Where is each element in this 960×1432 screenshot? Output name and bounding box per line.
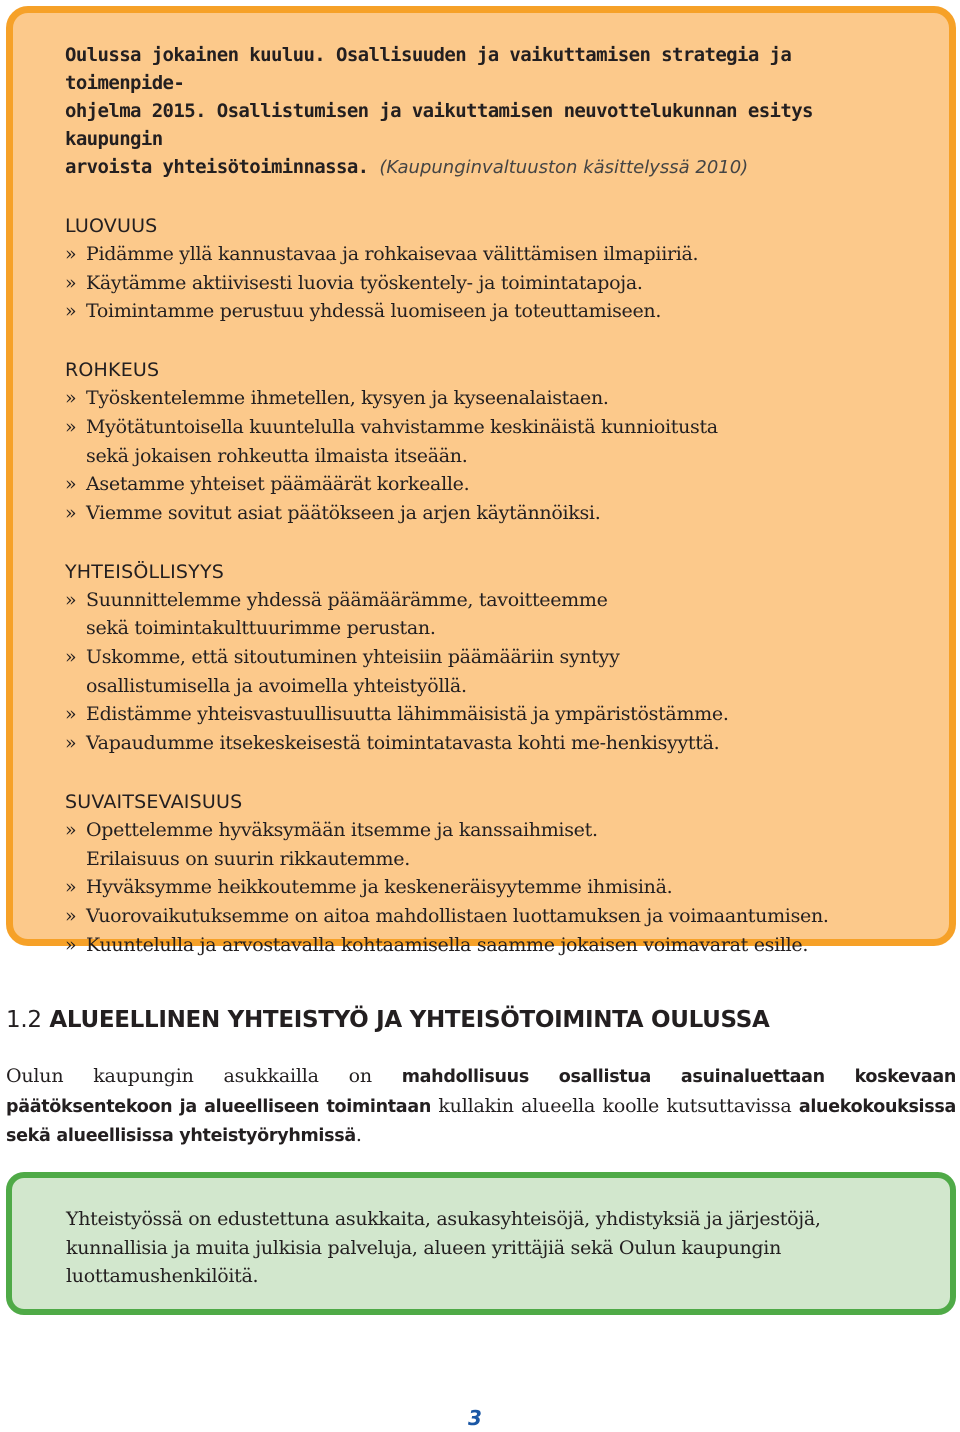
body-paragraph — [6, 1062, 956, 1151]
bullet-mark: » — [65, 933, 77, 956]
list-item-text: Opettelemme hyväksymään itsemme ja kanssaihmiset. — [86, 818, 598, 841]
section-heading: LUOVUUS — [65, 215, 158, 237]
bullet-mark: » — [65, 473, 77, 496]
info-box-text — [66, 1205, 910, 1291]
section-heading: ROHKEUS — [65, 359, 160, 382]
section-title-text: ALUEELLINEN YHTEISTYÖ JA YHTEISÖTOIMINTA OULUSSA — [49, 1007, 770, 1033]
info-line-1: Yhteistyössä on edustettuna asukkaita, asukasyhteisöjä, yhdistyksiä ja järjestöjä, — [66, 1208, 821, 1230]
list-item-text-cont: Erilaisuus on suurin rikkautemme. — [86, 847, 410, 870]
list-item-text: Myötätuntoisella kuuntelulla vahvistamme keskinäistä kunnioitusta — [86, 415, 718, 438]
list-item — [65, 413, 919, 470]
page-number: 3 — [468, 1406, 482, 1430]
bullet-mark: » — [65, 646, 77, 669]
list-item-text: Asetamme yhteiset päämäärät korkealle. — [86, 473, 470, 496]
body-text-1: Oulun kaupungin asukkailla on — [6, 1065, 402, 1087]
list-item-text: Viemme sovitut asiat päätökseen ja arjen käytännöiksi. — [86, 501, 601, 524]
body-text-3: . — [355, 1124, 362, 1146]
section-number: 1.2 — [6, 1007, 42, 1033]
bullet-mark: » — [65, 732, 77, 755]
bullet-mark: » — [65, 876, 77, 899]
list-item — [65, 586, 919, 643]
values-box — [6, 6, 956, 956]
intro-line-3-text: arvoista yhteisötoiminnassa. — [65, 156, 369, 178]
bullet-mark: » — [65, 271, 77, 294]
values-intro — [65, 41, 919, 182]
section-suvaitsevaisuus — [65, 789, 919, 960]
section-yhteisollisyys — [65, 559, 919, 758]
section-luovuus — [65, 213, 919, 326]
list-item-text: Uskomme, että sitoutuminen yhteisiin päämääriin syntyy — [86, 646, 620, 669]
list-item-text: Vuorovaikutuksemme on aitoa mahdollistaen luottamuksen ja voimaantumisen. — [86, 904, 829, 927]
section-title — [6, 1004, 770, 1036]
bullet-mark: » — [65, 818, 77, 841]
section-heading: SUVAITSEVAISUUS — [65, 790, 243, 813]
list-item — [65, 873, 919, 902]
list-item — [65, 499, 919, 528]
list-item — [65, 240, 919, 269]
list-item-text: Käytämme aktiivisesti luovia työskentely- ja toimintatapoja. — [86, 271, 643, 294]
section-heading: YHTEISÖLLISYYS — [65, 560, 225, 583]
list-item-text: Suunnittelemme yhdessä päämäärämme, tavoitteemme — [86, 588, 608, 611]
list-item-text: Hyväksymme heikkoutemme ja keskeneräisyytemme ihmisinä. — [86, 876, 673, 899]
intro-line-1: Oulussa jokainen kuuluu. Osallisuuden ja vaikuttamisen strategia ja toimenpide- — [65, 44, 792, 94]
bullet-mark: » — [65, 300, 77, 323]
list-item-text-cont: sekä toimintakulttuurimme perustan. — [86, 617, 436, 640]
intro-note: (Kaupunginvaltuuston käsittelyssä 2010) — [379, 157, 749, 178]
list-item-text: Vapaudumme itsekeskeisestä toimintatavasta kohti me-henkisyyttä. — [86, 732, 720, 755]
info-line-3: luottamushenkilöitä. — [66, 1265, 259, 1287]
list-item — [65, 902, 919, 931]
bullet-mark: » — [65, 904, 77, 927]
list-item — [65, 816, 919, 873]
intro-line-2: ohjelma 2015. Osallistumisen ja vaikuttamisen neuvottelukunnan esitys kaupungin — [65, 100, 813, 150]
list-item — [65, 470, 919, 499]
list-item — [65, 269, 919, 298]
list-item-text: Pidämme yllä kannustavaa ja rohkaisevaa välittämisen ilmapiiriä. — [86, 243, 699, 265]
list-item-text-cont: sekä jokaisen rohkeutta ilmaista itseään. — [86, 444, 468, 467]
list-item-text: Kuuntelulla ja arvostavalla kohtaamisella saamme jokaisen voimavarat esille. — [86, 933, 809, 956]
info-box — [6, 1172, 956, 1315]
body-text-2: kullakin alueella koolle kutsuttavissa — [430, 1094, 799, 1117]
list-item-text: Edistämme yhteisvastuullisuutta lähimmäisistä ja ympäristöstämme. — [86, 703, 729, 726]
list-item — [65, 384, 919, 413]
bullet-mark: » — [65, 703, 77, 726]
section-rohkeus — [65, 357, 919, 528]
info-line-2: kunnallisia ja muita julkisia palveluja, alueen yrittäjiä sekä Oulun kaupungin — [66, 1236, 782, 1259]
list-item-text-cont: osallistumisella ja avoimella yhteistyöllä. — [86, 674, 467, 697]
bullet-mark: » — [65, 588, 77, 611]
bullet-mark: » — [65, 501, 77, 524]
bullet-mark: » — [65, 387, 77, 410]
list-item — [65, 729, 919, 758]
list-item — [65, 297, 919, 326]
list-item — [65, 931, 919, 960]
intro-line-3 — [65, 153, 919, 182]
body-emphasis-2: aluekokouksissa sekä alueellisissa yhteistyöryhmissä — [6, 1096, 956, 1146]
bullet-mark: » — [65, 415, 77, 438]
list-item-text: Toimintamme perustuu yhdessä luomiseen ja toteuttamiseen. — [86, 300, 662, 323]
list-item-text: Työskentelemme ihmetellen, kysyen ja kyseenalaistaen. — [86, 387, 609, 410]
bullet-mark: » — [65, 243, 77, 265]
list-item — [65, 643, 919, 700]
list-item — [65, 700, 919, 729]
body-emphasis-1: mahdollisuus osallistua asuinaluettaan koskevaan päätöksentekoon ja alueelliseen toimintaan — [6, 1067, 956, 1117]
